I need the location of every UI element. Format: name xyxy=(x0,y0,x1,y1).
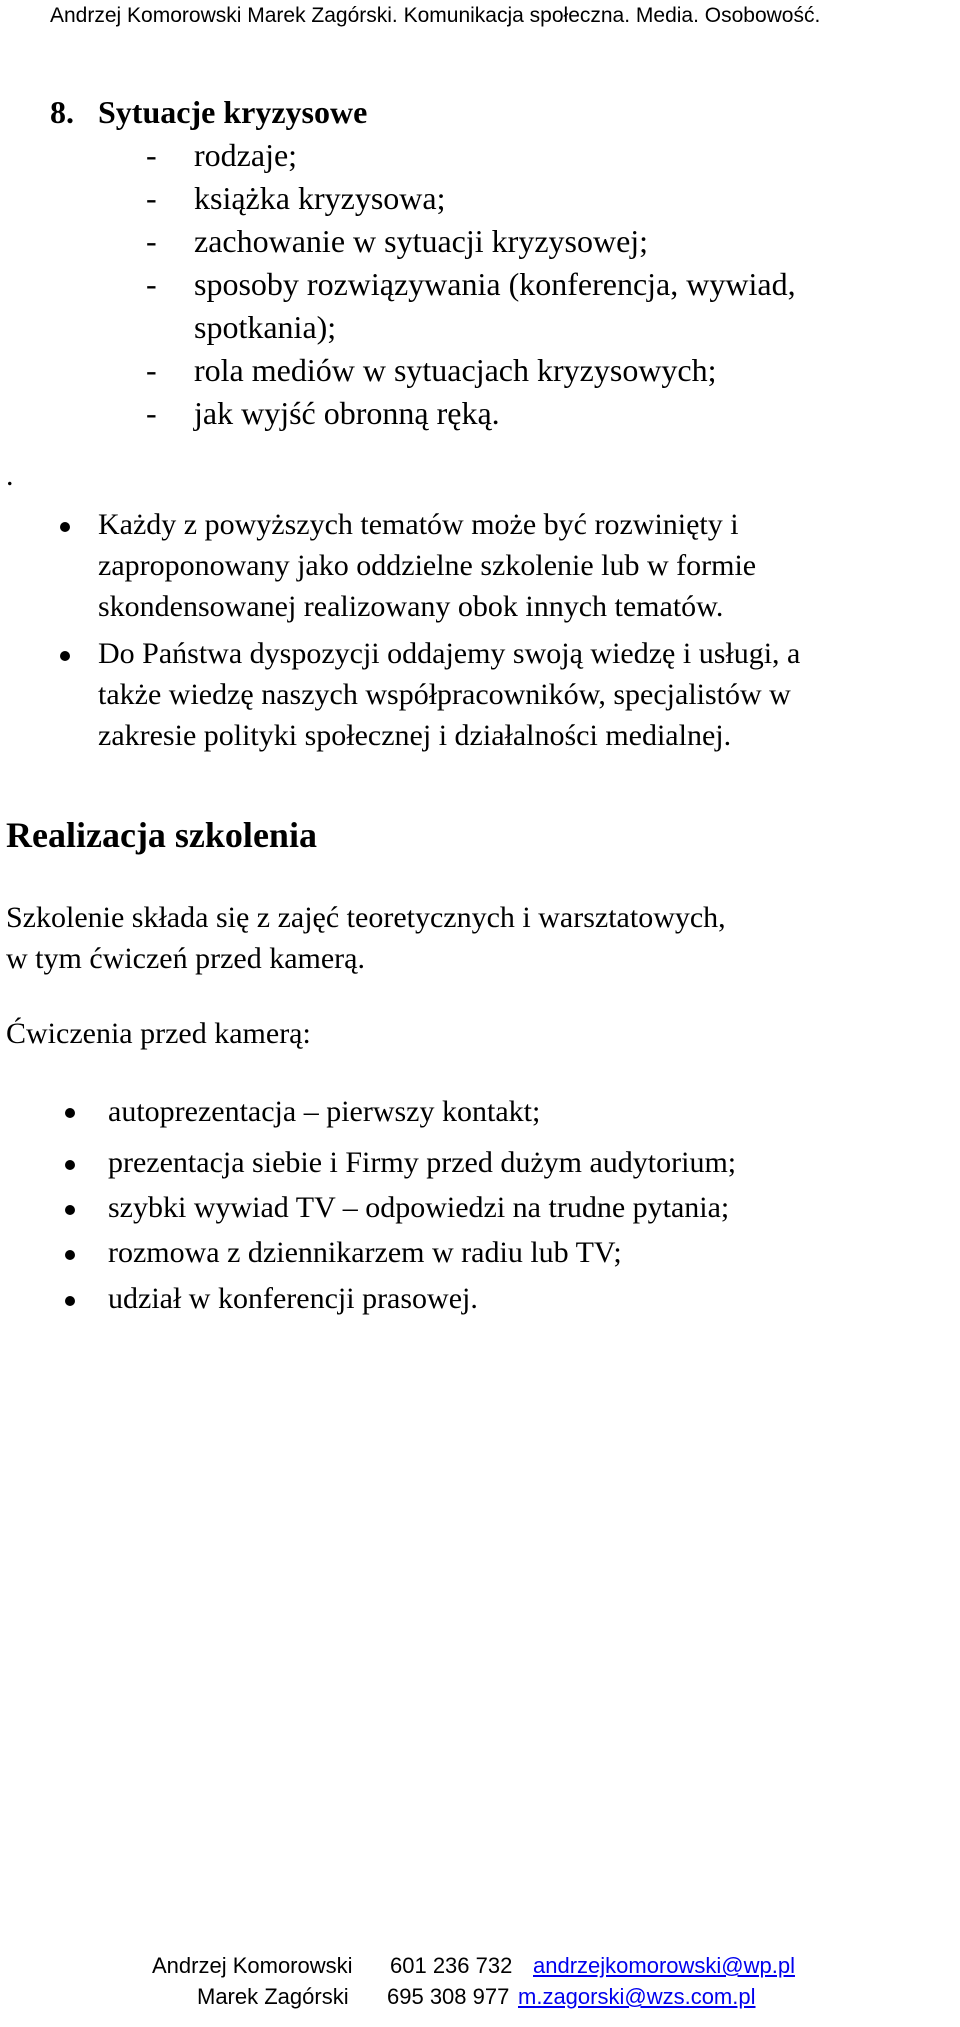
section-heading: Realizacja szkolenia xyxy=(6,815,317,855)
list-item: udział w konferencji prasowej. xyxy=(108,1282,478,1315)
list-item: rola mediów w sytuacjach kryzysowych; xyxy=(194,352,717,388)
bullet-icon xyxy=(65,1160,75,1170)
contact-name: Marek Zagórski xyxy=(197,1984,349,2009)
list-dash: - xyxy=(146,180,157,216)
note-line: Do Państwa dyspozycji oddajemy swoją wiedzę i usługi, a xyxy=(98,637,801,670)
note-line: zakresie polityki społecznej i działalności medialnej. xyxy=(98,719,732,752)
note-line: także wiedzę naszych współpracowników, specjalistów w xyxy=(98,678,791,711)
list-item: jak wyjść obronną ręką. xyxy=(194,395,500,431)
page-header: Andrzej Komorowski Marek Zagórski. Komunikacja społeczna. Media. Osobowość. xyxy=(50,4,821,27)
section-title: Sytuacje kryzysowe xyxy=(98,94,368,130)
note-line: zaproponowany jako oddzielne szkolenie lub w formie xyxy=(98,549,757,582)
bullet-icon xyxy=(65,1108,75,1118)
contact-phone: 695 308 977 xyxy=(387,1984,510,2009)
list-dash: - xyxy=(146,266,157,302)
footer-contact-row xyxy=(152,1952,795,1980)
section-number: 8. xyxy=(50,94,74,130)
bullet-icon xyxy=(60,651,70,661)
contact-email-link[interactable]: andrzejkomorowski@wp.pl xyxy=(533,1953,795,1978)
list-item: książka kryzysowa; xyxy=(194,180,446,216)
exercises-label: Ćwiczenia przed kamerą: xyxy=(6,1017,311,1050)
list-dash: - xyxy=(146,395,157,431)
bullet-icon xyxy=(65,1205,75,1215)
bullet-icon xyxy=(65,1250,75,1260)
list-item: zachowanie w sytuacji kryzysowej; xyxy=(194,223,649,259)
list-item: sposoby rozwiązywania (konferencja, wywiad, xyxy=(194,266,796,302)
paragraph-line: Szkolenie składa się z zajęć teoretycznych i warsztatowych, xyxy=(6,901,726,934)
contact-phone: 601 236 732 xyxy=(390,1953,513,1978)
list-dash: - xyxy=(146,352,157,388)
list-dash: - xyxy=(146,223,157,259)
paragraph-line: w tym ćwiczeń przed kamerą. xyxy=(6,942,365,975)
list-item: rodzaje; xyxy=(194,137,298,173)
contact-email-link[interactable]: m.zagorski@wzs.com.pl xyxy=(518,1984,756,2009)
list-item: prezentacja siebie i Firmy przed dużym audytorium; xyxy=(108,1146,737,1179)
bullet-icon xyxy=(65,1296,75,1306)
list-item: rozmowa z dziennikarzem w radiu lub TV; xyxy=(108,1236,622,1269)
footer-contact-row xyxy=(197,1983,756,2011)
note-line: Każdy z powyższych tematów może być rozwinięty i xyxy=(98,508,739,541)
list-item: szybki wywiad TV – odpowiedzi na trudne pytania; xyxy=(108,1191,730,1224)
list-item-continuation: spotkania); xyxy=(194,309,337,345)
bullet-icon xyxy=(60,522,70,532)
list-item: autoprezentacja – pierwszy kontakt; xyxy=(108,1095,541,1128)
contact-name: Andrzej Komorowski xyxy=(152,1953,353,1978)
list-dash: - xyxy=(146,137,157,173)
stray-dot: . xyxy=(6,459,14,492)
note-line: skondensowanej realizowany obok innych tematów. xyxy=(98,590,724,623)
